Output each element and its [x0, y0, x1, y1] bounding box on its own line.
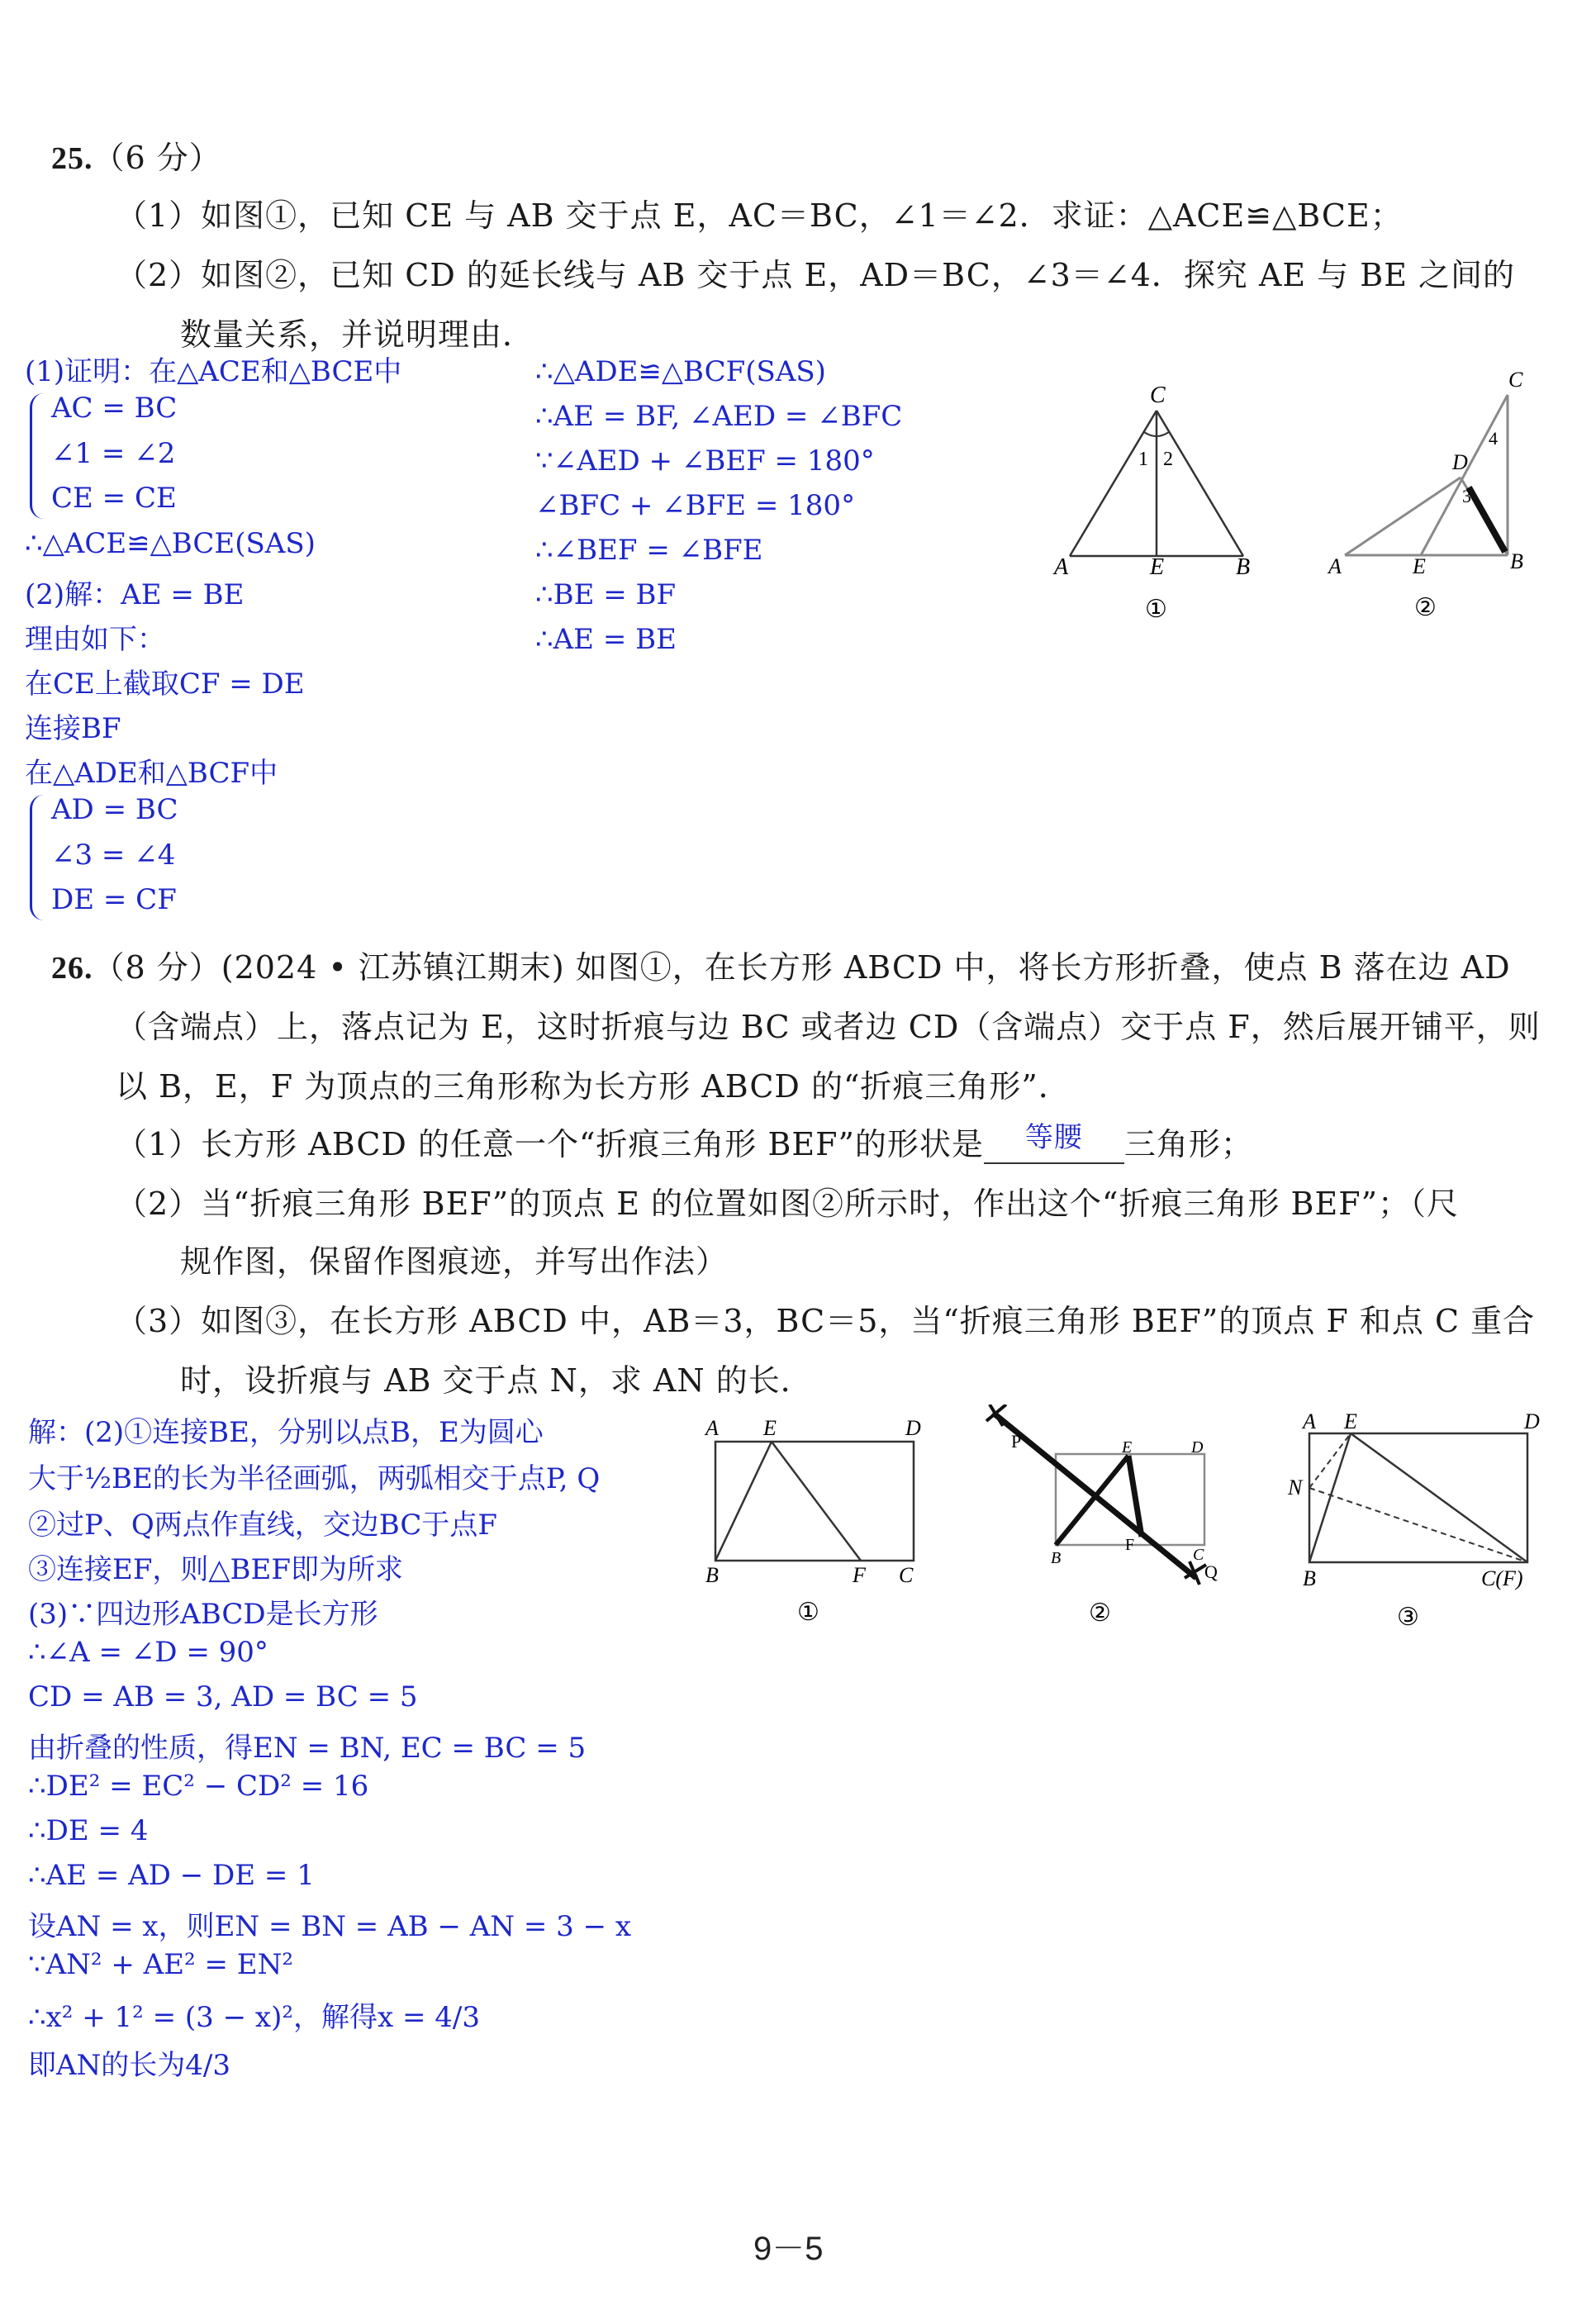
q26-part1-blank — [984, 1121, 1124, 1164]
a25-line: 在CE上截取CF = DE — [25, 668, 305, 701]
a25-line: (1)证明：在△ACE和△BCE中 — [25, 355, 402, 388]
a25-right-line: ∴BE = BF — [535, 578, 677, 611]
fig26-3-label-B: B — [1303, 1566, 1316, 1590]
fig25-2-label-A: A — [1328, 554, 1342, 578]
fig26-3-label-E: E — [1344, 1409, 1357, 1433]
fig26-1-label-E: E — [763, 1416, 777, 1440]
a26-line: ∵AN² + AE² = EN² — [28, 1948, 293, 1981]
a26-line: ∴AE = AD − DE = 1 — [28, 1859, 315, 1892]
fig26-3-label-CF: C(F) — [1481, 1566, 1523, 1590]
a26-line: 设AN = x，则EN = BN = AB − AN = 3 − x — [28, 1910, 632, 1943]
q26-part1-answer: 等腰 — [1024, 1121, 1083, 1154]
q26-figure-3 — [1285, 1409, 1557, 1632]
q25-part2-line1: （2）如图②，已知 CD 的延长线与 AB 交于点 E，AD＝BC，∠3＝∠4．探究 AE 与 BE 之间的 — [116, 257, 1516, 293]
q25-header — [51, 132, 221, 178]
a25-brace1-row: AC = BC — [51, 392, 178, 425]
a26-line: CD = AB = 3, AD = BC = 5 — [28, 1680, 418, 1713]
a26-line: 即AN的长为4/3 — [28, 2049, 231, 2082]
q26-line3: 以 B，E，F 为顶点的三角形称为长方形 ABCD 的“折痕三角形”． — [116, 1068, 1071, 1105]
a26-line: 大于½BE的长为半径画弧，两弧相交于点P, Q — [28, 1462, 601, 1495]
fig25-2-label-D: D — [1452, 450, 1468, 474]
a26-line: 解：(2)①连接BE，分别以点B，E为圆心 — [28, 1416, 544, 1449]
fig25-1-angle-1: 1 — [1138, 449, 1148, 470]
a25-right-line: ∴△ADE≌△BCF(SAS) — [535, 355, 826, 388]
q26-part3-line1: （3）如图③，在长方形 ABCD 中，AB＝3，BC＝5，当“折痕三角形 BEF”的顶点 F 和点 C 重合 — [116, 1303, 1536, 1339]
q26-figure-1 — [702, 1409, 942, 1632]
a26-line: ③连接EF，则△BEF即为所求 — [28, 1553, 403, 1586]
q25-part2-line2: 数量关系，并说明理由． — [180, 316, 535, 353]
fig25-2-caption: ② — [1414, 594, 1437, 621]
q26-figure-2 — [983, 1404, 1231, 1636]
a25-brace1-row: CE = CE — [51, 482, 177, 515]
fig26-2-label-F: F — [1125, 1536, 1135, 1554]
fig25-2-label-B: B — [1510, 549, 1523, 573]
q26-part1 — [116, 1119, 1253, 1164]
fig25-1-label-E: E — [1150, 554, 1165, 580]
fig26-3-label-A: A — [1303, 1409, 1316, 1433]
fig25-2-angle-4: 4 — [1489, 428, 1498, 449]
q25-score: （6 分） — [93, 140, 221, 176]
q26-line2: （含端点）上，落点记为 E，这时折痕与边 BC 或者边 CD（含端点）交于点 F，然后展开铺平，则 — [116, 1009, 1541, 1045]
fig25-2-label-C: C — [1508, 368, 1523, 392]
q26-header — [51, 942, 1511, 987]
fig26-1-label-F: F — [853, 1563, 866, 1587]
a25-right-line: ∵∠AED + ∠BEF = 180° — [535, 444, 875, 478]
q26-part2-line2: 规作图，保留作图痕迹，并写出作法） — [180, 1243, 729, 1280]
fig26-2-label-C: C — [1193, 1546, 1204, 1564]
fig26-1-label-D: D — [905, 1416, 921, 1440]
q26-part1-text: （1）长方形 ABCD 的任意一个“折痕三角形 BEF”的形状是 — [116, 1126, 984, 1162]
q26-part1-suffix: 三角形； — [1123, 1126, 1253, 1162]
fig26-2-label-Q: Q — [1204, 1561, 1218, 1582]
a25-line: ∴△ACE≌△BCE(SAS) — [25, 527, 316, 560]
fig25-1-caption: ① — [1145, 596, 1167, 623]
a25-right-line: ∴AE = BE — [535, 623, 677, 656]
a25-right-line: ∠BFC + ∠BFE = 180° — [535, 489, 856, 522]
fig25-1-label-C: C — [1150, 383, 1166, 408]
a26-line: ∴DE = 4 — [28, 1814, 149, 1847]
fig26-3-caption: ③ — [1397, 1604, 1419, 1631]
a25-right-line: ∴AE = BF, ∠AED = ∠BFC — [535, 400, 903, 433]
fig25-1-label-A: A — [1054, 554, 1069, 580]
a25-brace-2 — [30, 795, 44, 920]
fig26-2-label-E: E — [1122, 1438, 1133, 1457]
fig26-1-label-A: A — [705, 1416, 719, 1440]
fig26-2-label-D: D — [1191, 1438, 1204, 1457]
fig26-3-label-D: D — [1524, 1409, 1540, 1433]
a26-line: (3)∵四边形ABCD是长方形 — [28, 1598, 378, 1631]
fig26-2-caption: ② — [1089, 1599, 1111, 1627]
a25-brace2-row: ∠3 = ∠4 — [51, 839, 176, 872]
a25-line: (2)解：AE = BE — [25, 578, 245, 611]
a26-line: ∴∠A = ∠D = 90° — [28, 1636, 268, 1669]
a25-line: 在△ADE和△BCF中 — [25, 757, 278, 790]
a26-line: ②过P、Q两点作直线，交边BC于点F — [28, 1509, 497, 1542]
q25-figure-2 — [1322, 364, 1570, 628]
fig26-3-label-N: N — [1288, 1476, 1303, 1499]
a25-brace-1 — [30, 393, 44, 519]
a26-line: ∴DE² = EC² − CD² = 16 — [28, 1770, 369, 1803]
fig25-1-angle-2: 2 — [1163, 449, 1173, 470]
q25-number: 25. — [51, 141, 93, 176]
a26-line: ∴x² + 1² = (3 − x)²，解得x = 4/3 — [28, 2001, 480, 2034]
a25-brace2-row: DE = CF — [51, 883, 177, 916]
a25-line: 理由如下： — [25, 623, 165, 656]
fig26-2-label-P: P — [1011, 1431, 1022, 1452]
a25-brace2-row: AD = BC — [51, 793, 178, 826]
a25-brace1-row: ∠1 = ∠2 — [51, 437, 176, 470]
a26-line: 由折叠的性质，得EN = BN, EC = BC = 5 — [28, 1732, 587, 1765]
fig26-2-label-B: B — [1051, 1549, 1062, 1567]
page-number: 9－5 — [753, 2231, 824, 2267]
fig26-1-caption: ① — [797, 1599, 819, 1626]
q26-number: 26. — [51, 951, 93, 986]
fig25-1-label-B: B — [1236, 554, 1251, 580]
fig26-1-label-C: C — [899, 1563, 914, 1587]
q26-part3-line2: 时，设折痕与 AB 交于点 N，求 AN 的长． — [180, 1362, 813, 1399]
q26-head: （8 分）(2024 • 江苏镇江期末) 如图①，在长方形 ABCD 中，将长方形折叠，使点 B 落在边 AD — [93, 949, 1511, 986]
a25-line: 连接BF — [25, 712, 121, 745]
q25-figure-1 — [1049, 376, 1264, 624]
q26-part2-line1: （2）当“折痕三角形 BEF”的顶点 E 的位置如图②所示时，作出这个“折痕三角形 BEF”；（尺 — [116, 1186, 1460, 1222]
q25-part1: （1）如图①，已知 CE 与 AB 交于点 E，AC＝BC，∠1＝∠2．求证：△ACE≌△BCE； — [116, 197, 1403, 234]
fig25-2-label-E: E — [1413, 554, 1426, 578]
fig25-2-angle-3: 3 — [1462, 486, 1471, 506]
a25-right-line: ∴∠BEF = ∠BFE — [535, 534, 763, 567]
fig26-1-label-B: B — [705, 1563, 719, 1587]
